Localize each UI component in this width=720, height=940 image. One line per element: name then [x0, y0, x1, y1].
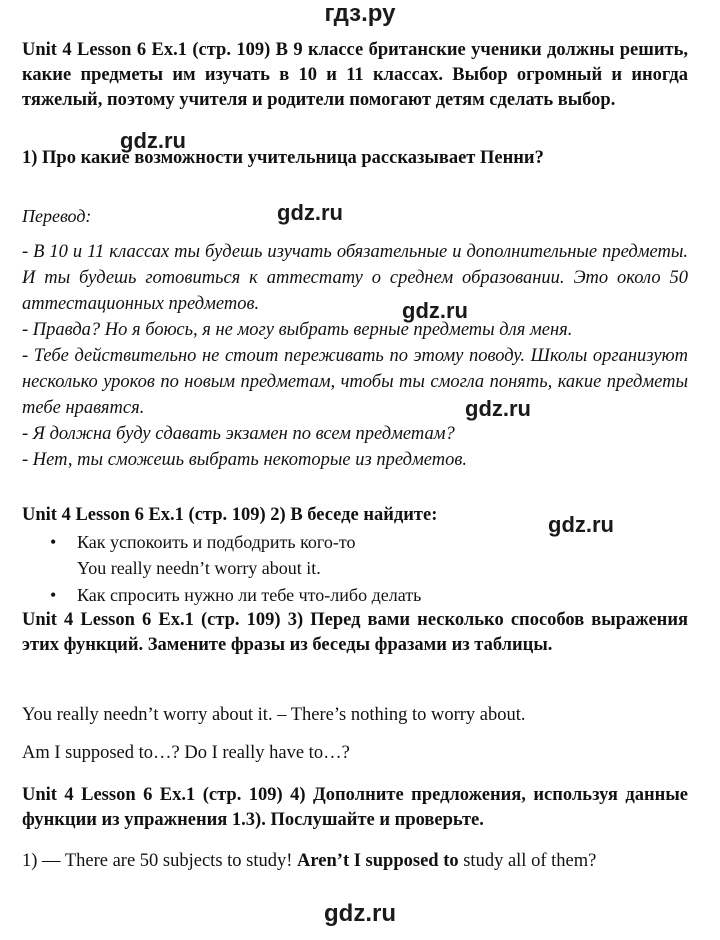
dialogue-line: - Я должна буду сдавать экзамен по всем предметам?: [22, 424, 455, 444]
section2-heading: Unit 4 Lesson 6 Ex.1 (стр. 109) 2) В беседе найдите:: [22, 505, 438, 525]
section3-line: You really needn’t worry about it. – There’s nothing to worry about.: [22, 705, 526, 725]
section3-heading: Unit 4 Lesson 6 Ex.1 (стр. 109) 3) Перед вами несколько способов выражения этих функций. Замените фразы из беседы фразами из таблицы.: [22, 610, 688, 655]
item-prefix: 1) — There are 50 subjects to study!: [22, 851, 293, 871]
section4-heading: Unit 4 Lesson 6 Ex.1 (стр. 109) 4) Дополните предложения, используя данные функции из упражнения 1.3). Послушайте и проверьте.: [22, 785, 688, 830]
translation-dialogue: [22, 239, 688, 473]
example-phrase: You really needn’t worry about it.: [77, 558, 321, 578]
watermark-bottom: gdz.ru: [324, 900, 396, 927]
watermark: gdz.ru: [465, 396, 531, 421]
item-answer: Aren’t I supposed to: [297, 851, 459, 871]
section1-question: 1) Про какие возможности учительница рассказывает Пенни?: [22, 148, 544, 168]
dialogue-line: - Тебе действительно не стоит переживать по этому поводу. Школы организуют несколько уроков по новым предметам, чтобы ты смогла понять, какие предметы тебе нравятся.: [22, 346, 688, 418]
bullet-icon: [50, 583, 56, 607]
section1-heading: Unit 4 Lesson 6 Ex.1 (стр. 109) В 9 классе британские ученики должны решить, какие предметы им изучать в 10 и 11 классах. Выбор огромный и иногда тяжелый, поэтому учителя и родители помогают детям сделать выбор.: [22, 40, 688, 110]
translation-label: Перевод:: [22, 206, 92, 226]
bullet-icon: [50, 530, 56, 554]
section4-item: [22, 849, 688, 874]
watermark: gdz.ru: [548, 512, 614, 537]
item-suffix: study all of them?: [463, 851, 597, 871]
bullet-item: Как спросить нужно ли тебе что-либо делать: [77, 585, 422, 605]
watermark: gdz.ru: [277, 200, 343, 225]
section3-line: Am I supposed to…? Do I really have to…?: [22, 743, 350, 763]
dialogue-line: - Нет, ты сможешь выбрать некоторые из предметов.: [22, 450, 468, 470]
watermark: gdz.ru: [120, 128, 186, 153]
watermark-top: гдз.ру: [324, 0, 396, 27]
watermark: gdz.ru: [402, 298, 468, 323]
bullet-item: Как успокоить и подбодрить кого-то: [77, 532, 356, 552]
dialogue-line: - В 10 и 11 классах ты будешь изучать обязательные и дополнительные предметы. И ты будешь готовиться к аттестату о среднем образовании. Это около 50 аттестационных предметов.: [22, 242, 688, 314]
dialogue-line: - Правда? Но я боюсь, я не могу выбрать верные предметы для меня.: [22, 320, 573, 340]
